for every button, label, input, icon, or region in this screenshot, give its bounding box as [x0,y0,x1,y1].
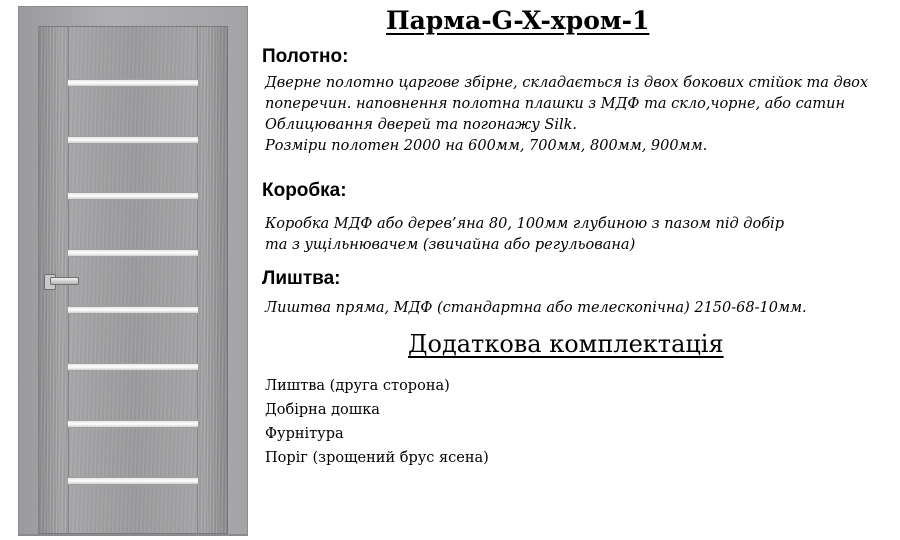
product-title: Парма-G-X-хром-1 [386,6,650,35]
extras-heading: Додаткова комплектація [408,330,724,358]
section-heading-polotno: Полотно: [262,46,349,67]
extras-list [265,374,489,470]
text-line: та з ущільнювачем (звичайна або регульована) [265,237,636,253]
glass-strip [68,193,198,199]
section-text-lyshtva [265,298,807,319]
list-item: Добірна дошка [265,402,380,418]
glass-strip [68,478,198,484]
glass-strip [68,137,198,143]
text-line: Облицювання дверей та погонажу Silk. [265,117,578,133]
glass-strip [68,80,198,86]
text-line: поперечин. наповнення полотна плашки з МДФ та скло,чорне, або сатин [265,96,846,112]
section-heading-lyshtva: Лиштва: [262,268,341,289]
glass-strip [68,364,198,370]
door-right-stile [197,26,228,534]
section-heading-korobka: Коробка: [262,180,347,201]
door-handle-icon [50,277,79,285]
list-item: Поріг (зрощений брус ясена) [265,450,489,466]
glass-strip [68,250,198,256]
text-line: Лиштва пряма, МДФ (стандартна або телескопічна) 2150-68-10мм. [265,300,807,316]
section-text-korobka [265,214,784,256]
text-line: Дверне полотно царгове збірне, складається із двох бокових стійок та двох [265,75,869,91]
list-item: Лиштва (друга сторона) [265,378,450,394]
section-text-polotno [265,73,868,157]
door-threshold [18,534,248,536]
list-item: Фурнітура [265,426,344,442]
text-line: Коробка МДФ або дерев’яна 80, 100мм глубиною з пазом під добір [265,216,784,232]
glass-strip [68,421,198,427]
glass-strip [68,307,198,313]
text-line: Розміри полотен 2000 на 600мм, 700мм, 800мм, 900мм. [265,138,708,154]
